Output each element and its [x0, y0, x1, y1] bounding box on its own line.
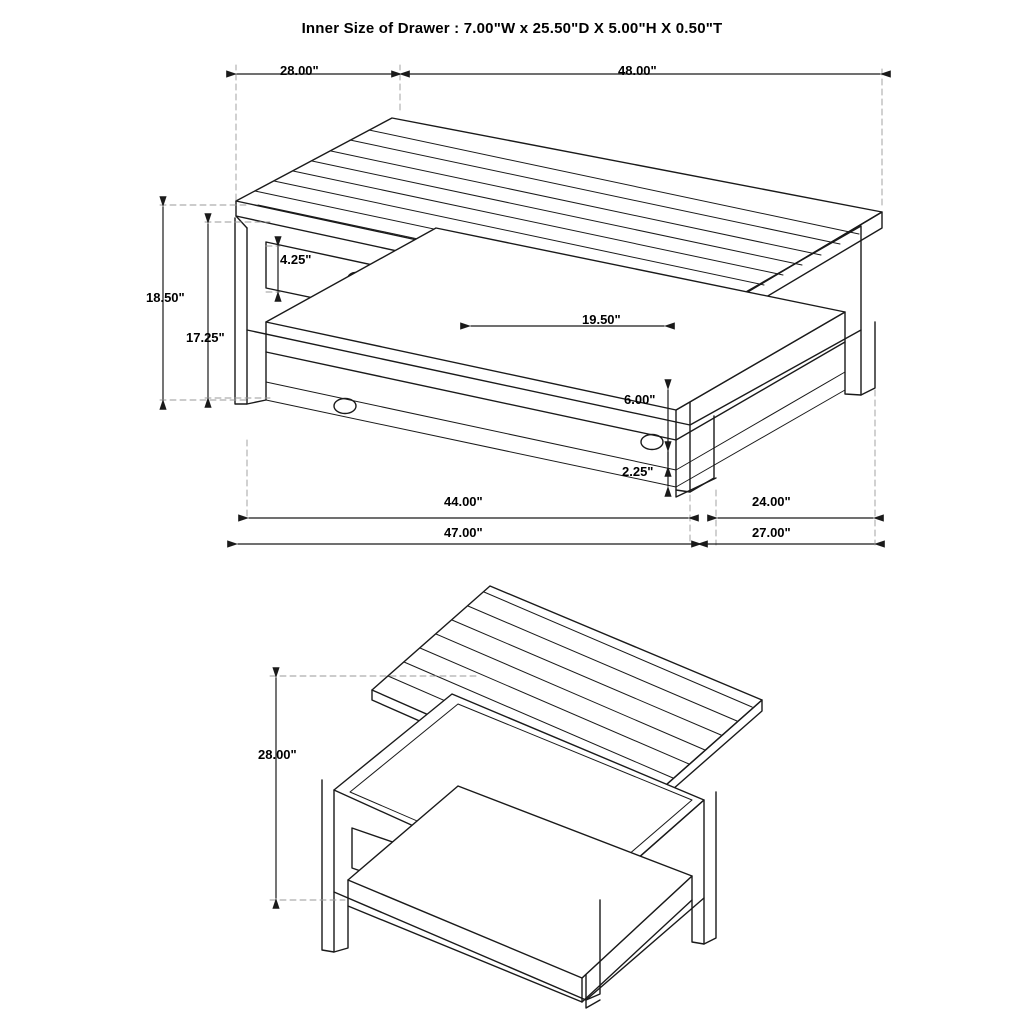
- dim-label-base-front-width: 44.00": [444, 494, 483, 509]
- dim-label-drawer-face-height: 4.25": [280, 252, 312, 267]
- dim-label-top-left-width: 28.00": [280, 63, 319, 78]
- view-open-table: [322, 586, 762, 1008]
- dim-label-shelf-height: 17.25": [186, 330, 225, 345]
- dim-label-top-right-width: 48.00": [618, 63, 657, 78]
- dim-label-under-shelf-height: 6.00": [624, 392, 656, 407]
- page-title: Inner Size of Drawer : 7.00"W x 25.50"D X 5.00"H X 0.50"T: [301, 20, 723, 37]
- view-closed-table: [235, 118, 882, 497]
- dim-label-overall-front-width: 47.00": [444, 525, 483, 540]
- dim-label-base-side-width: 24.00": [752, 494, 791, 509]
- dim-label-leg-height: 2.25": [622, 464, 654, 479]
- dim-label-lift-height: 28.00": [258, 747, 297, 762]
- dim-label-overall-height: 18.50": [146, 290, 185, 305]
- dim-label-drawer-width: 19.50": [582, 312, 621, 327]
- dim-label-overall-side-width: 27.00": [752, 525, 791, 540]
